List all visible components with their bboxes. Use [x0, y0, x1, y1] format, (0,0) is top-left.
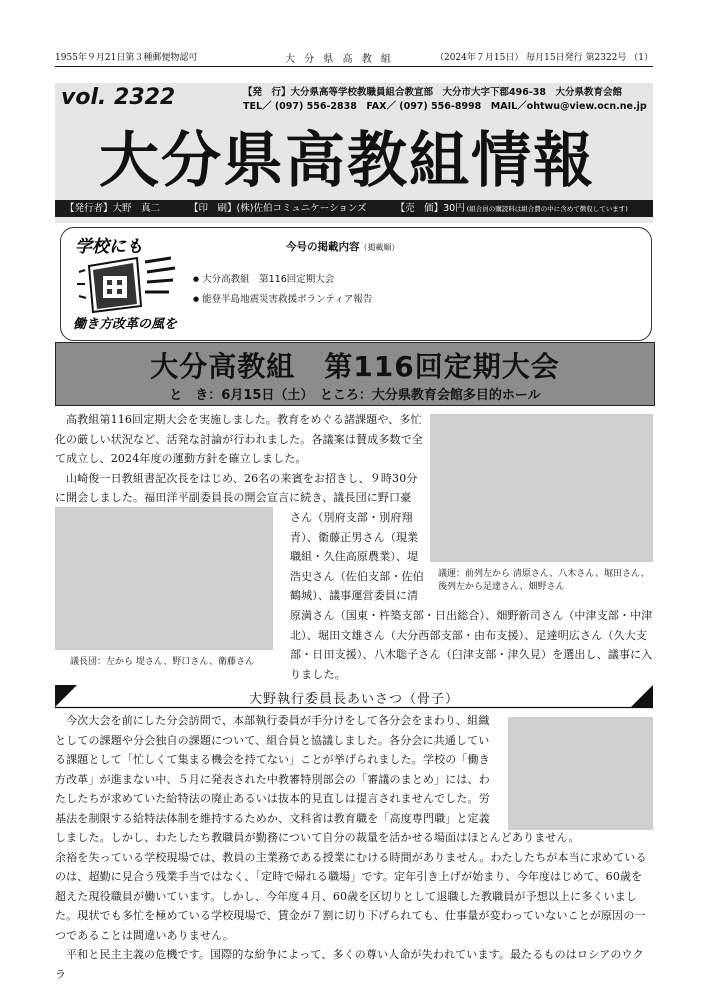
- issuer-credit: 【発行者】大野 真二: [65, 203, 161, 214]
- price-credit: 【売 価】30円: [395, 203, 465, 214]
- greeting-paragraph-continued: しました。しかし、わたしたち教職員が勤務について自分の裁量を活かせる場面はほとんどありません。: [55, 831, 580, 844]
- postal-permit-text: 1955年９月21日第３種郵便物認可: [55, 53, 198, 63]
- greeting-paragraph: 平和と民主主義の危機です。国際的な紛争によって、多くの尊い人命が失われています。最たるものはロシアのウクラ: [55, 948, 644, 981]
- headline-box: [55, 342, 655, 406]
- contents-box: [60, 227, 652, 341]
- article-intro-text: [55, 410, 423, 508]
- header-org-name: 大 分 県 高 教 組: [285, 54, 394, 65]
- publisher-info: [243, 86, 647, 114]
- publisher-line-address: 【発 行】大分県高等学校教職員組合教宣部 大分市大字下郡496-38 大分県教育会館: [243, 87, 622, 98]
- headline-subtitle: と き：6月15日（土） ところ：大分県教育会館多目的ホール: [169, 388, 541, 403]
- article-paragraph: 山崎俊一日教組書記次長をはじめ、26名の来賓をお招きし、９時30分に開会しました。福田洋平副委員長の開会宣言に続き、議長団に野口豪: [55, 471, 418, 504]
- greeting-paragraph: 今次大会を前にした分会訪問で、本部執行委員が手分けをして各分会をまわり、組織としての課題や分会独自の課題について、組合員と協議しました。各分会に共通している課題として「忙しくて集まる機会を持てない」ことが挙げられました。学校の「働き方改革」が進まない中、５月に発表された中教審特別部会の「審議のまとめ」には、わたしたちが求めていた給特法の廃止あるいは抜本的見直しは提言されませんでした。労基法を制限する給特法体制を維持するためか、文科省は教育職を「高度専門職」と定義: [55, 714, 490, 825]
- top-strip: [55, 50, 653, 64]
- photo-caption-chairs: 議長団：左から 堤さん、野口さん、衛藤さん: [70, 657, 254, 667]
- price-note: (組合員の購読料は組合費の中に含めて徴収しています): [466, 205, 628, 213]
- greeting-paragraph: 余裕を失っている学校現場では、教員の主業務である授業にむける時間がありません。わたしたちが本当に求めているのは、超勤に見合う残業手当ではなく、「定時で帰れる職場」です。定年引き上げが始まり、今年度はじめて、60歳を超えた現役職員が働いています。しかし、今年度４月、60歳を区切りとして退職した教職員が予想以上に多くいました。現状でも多忙を極めている学校現場で、賃金が７割に切り下げられても、仕事量が変わっていないことが原因の一つであることは間違いありません。: [55, 850, 647, 942]
- photo-placeholder-chairs: [55, 507, 273, 650]
- printer-credit: 【印 刷】(株)佐伯コミュニケーションズ: [189, 203, 367, 214]
- contents-list: [193, 270, 372, 310]
- photo-placeholder-committee: [430, 414, 653, 562]
- article-wrap-text-wide: [290, 606, 653, 681]
- masthead: [55, 83, 653, 223]
- article-paragraph-continued: 原満さん（国東・杵築支部・日出総合）、畑野新司さん（中津支部・中津北）、堀田文雄さん（大分西部支部・由布支援）、足達明広さん（久大支部・日田支援）、八木聡子さん（臼津支部・津久見）を選出し、議事に入りました。: [290, 609, 653, 681]
- headline-title: 大分高教組 第116回定期大会: [150, 350, 560, 383]
- article-wrap-text: [290, 508, 425, 606]
- logo-text-bottom: 働き方改革の風を: [73, 317, 178, 332]
- section-title: 大野執行委員長あいさつ（骨子）: [248, 692, 459, 707]
- section-banner: [55, 685, 653, 708]
- header-rule: [55, 66, 653, 67]
- newspaper-title: 大分県高教組情報: [99, 126, 595, 196]
- photo-caption-committee: 議運：前列左から 清原さん、八木さん、堀田さん、後列左から足達さん、畑野さん: [438, 569, 650, 592]
- contents-title: [286, 239, 400, 254]
- logo-text-top: 学校にも: [75, 237, 143, 257]
- photo-placeholder-chair-speech: [508, 717, 653, 830]
- article-paragraph: 高教組第116回定期大会を実施しました。教育をめぐる諸課題や、多忙化の厳しい状況など、活発な討論が行われました。各議案は賛成多数で全て成立し、2024年度の運動方針を確立しました。: [55, 413, 423, 465]
- contents-title-text: 今号の掲載内容: [286, 241, 360, 253]
- volume-label: vol. 2322: [61, 85, 176, 110]
- greeting-text-narrow: [55, 711, 497, 828]
- campaign-logo: [71, 232, 191, 332]
- contents-title-note: （掲載順）: [359, 243, 400, 252]
- publisher-line-contact: TEL／ (097) 556-2838 FAX／ (097) 556-8998 MAIL／ohtwu@view.ocn.ne.jp: [243, 101, 647, 112]
- contents-item: ● 大分高教組 第116回定期大会: [193, 270, 372, 290]
- article-paragraph-continued: さん（別府支部・別府翔青）、衛藤正男さん（現業職組・久住高原農業）、堤浩史さん（佐伯支部・佐伯鶴城）、議事運営委員に清: [290, 511, 424, 602]
- credits-bar: [55, 200, 653, 217]
- greeting-text-wide: [55, 828, 653, 981]
- contents-item: ● 能登半島地震災害救援ボランティア報告: [193, 290, 372, 310]
- issue-date-text: （2024年７月15日） 毎月15日発行 第2322号 （1）: [434, 53, 653, 63]
- school-building-icon: [71, 232, 191, 332]
